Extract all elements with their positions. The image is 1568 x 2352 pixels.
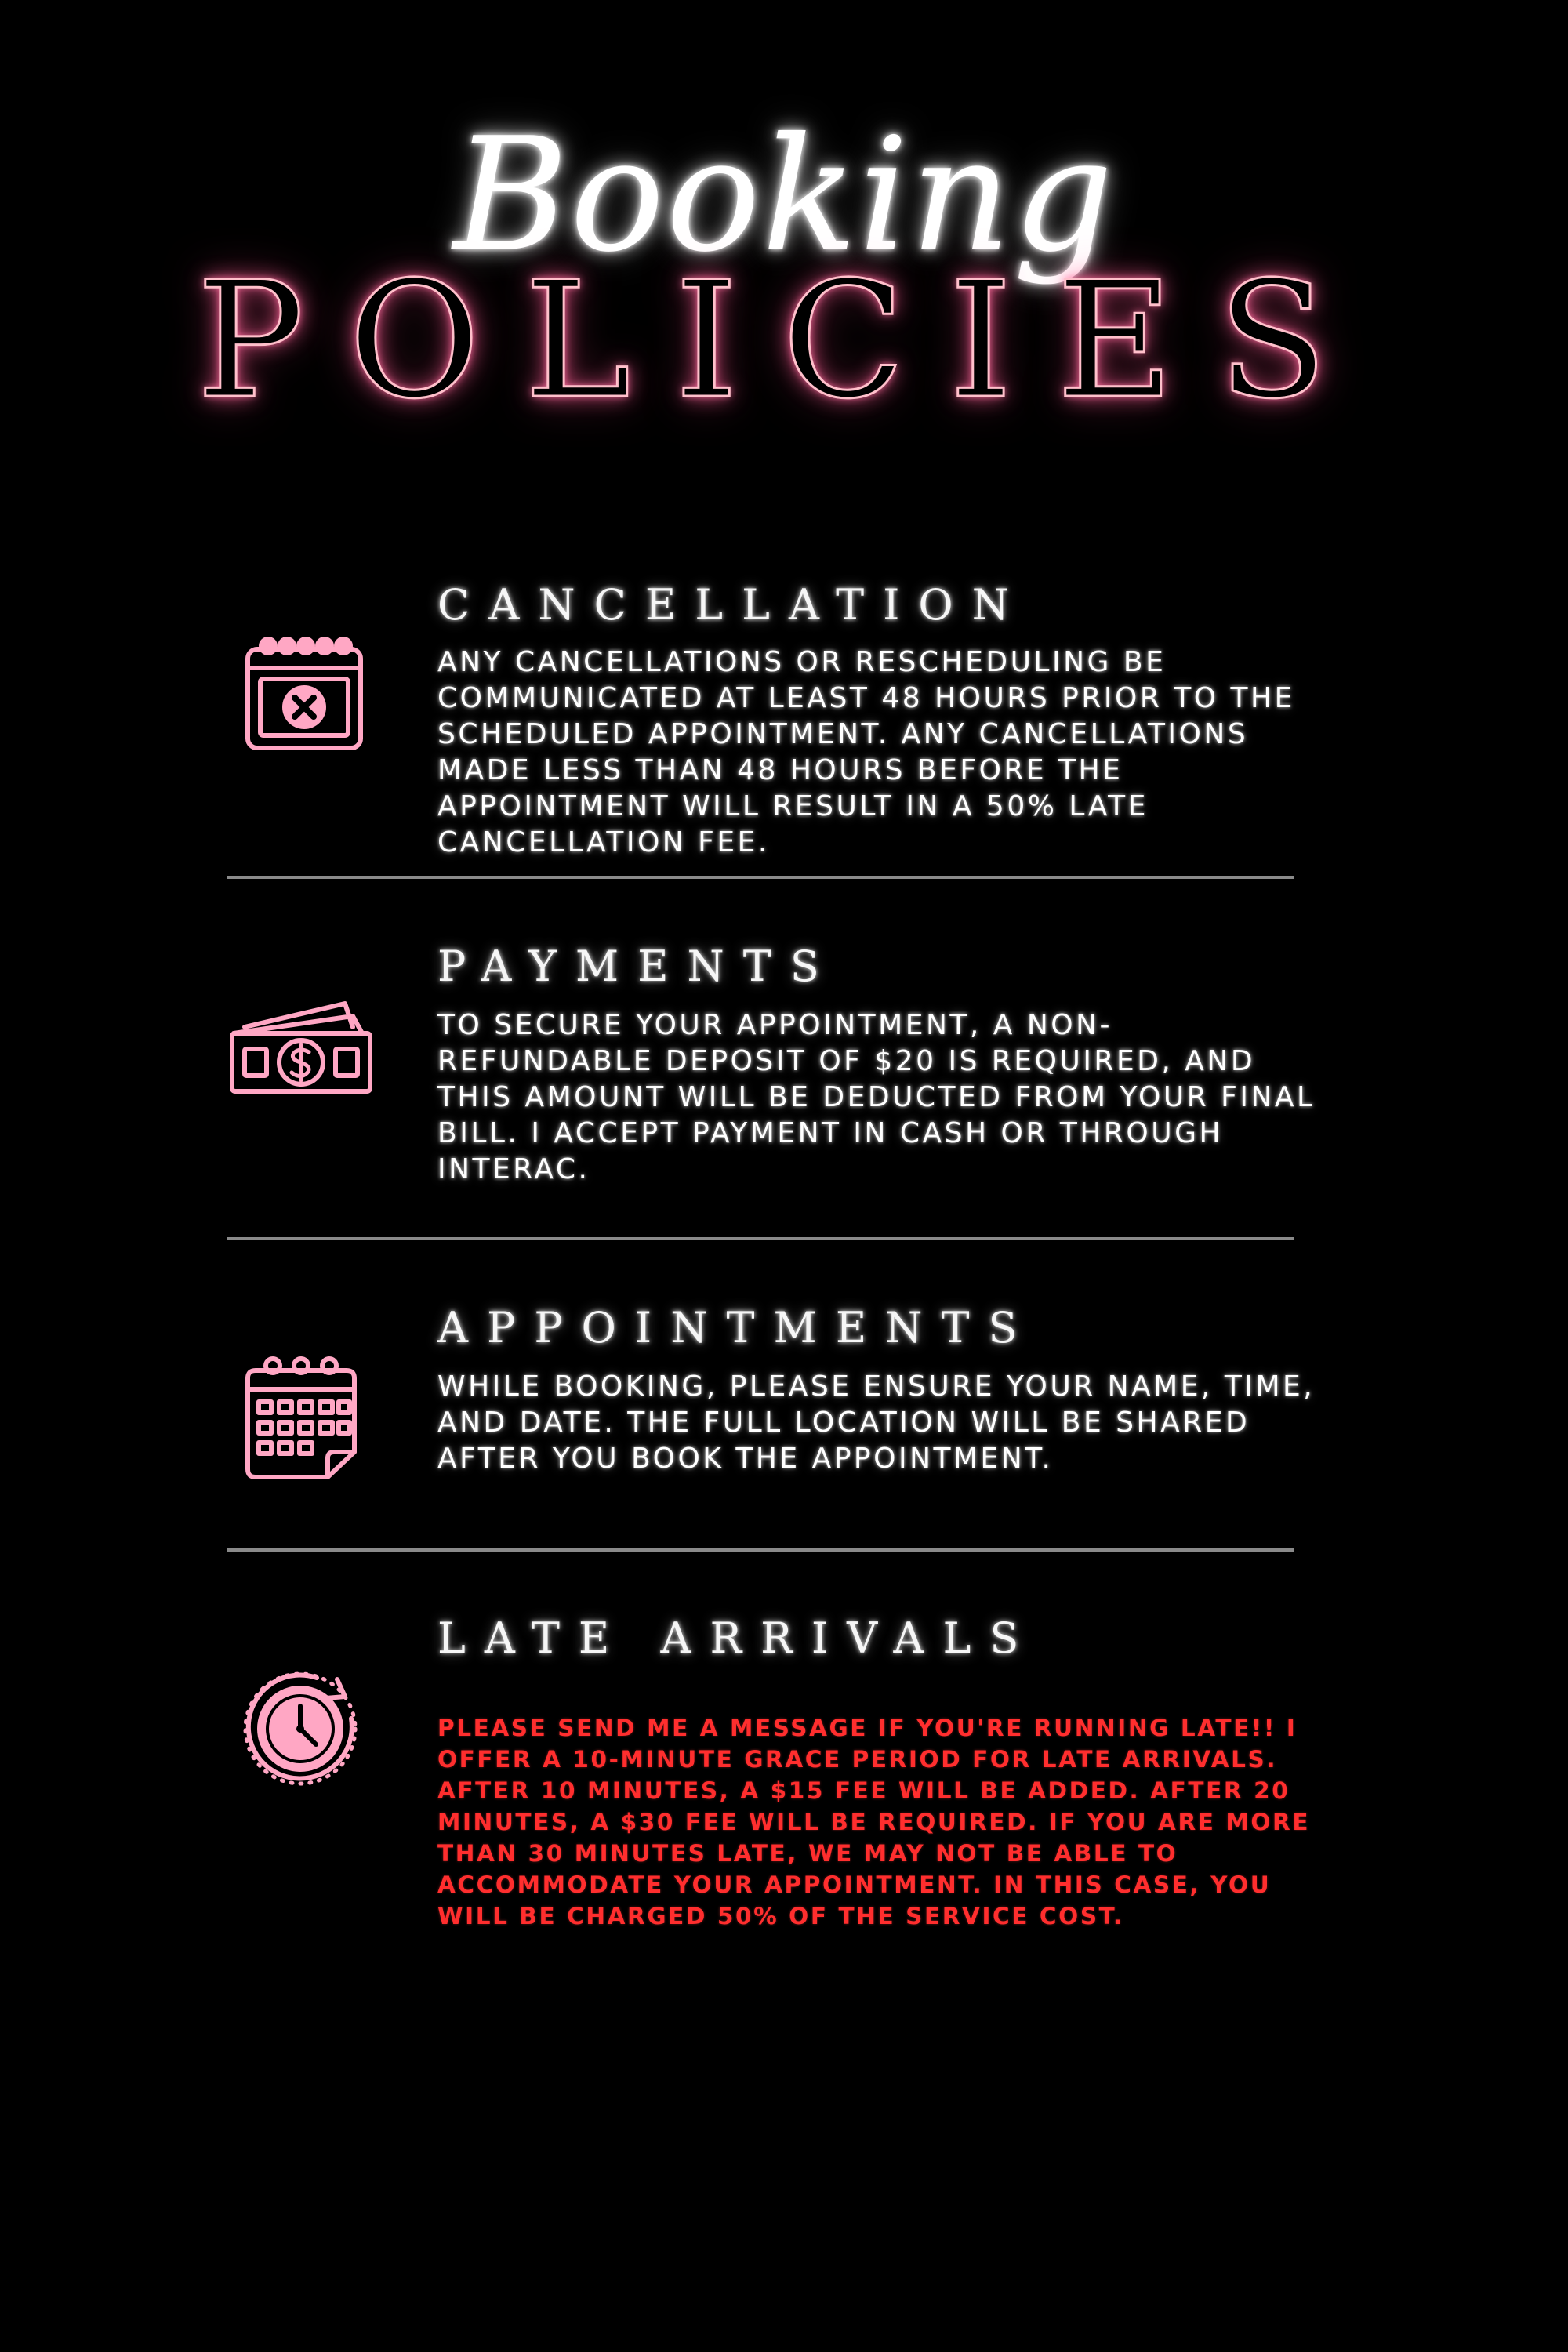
calendar-cancel-icon: [243, 633, 365, 753]
script-title: Booking: [453, 104, 1115, 287]
money-bill-icon: [227, 999, 375, 1098]
appointments-text: WHILE BOOKING, PLEASE ENSURE YOUR NAME, TIME, AND DATE. THE FULL LOCATION WILL BE SHARED AFTER YOU BOOK THE APPOINTMENT.: [437, 1370, 1316, 1475]
appointments-heading: APPOINTMENTS: [437, 1303, 1036, 1352]
clock-icon: [235, 1664, 365, 1794]
page-title: POLICIES: [196, 248, 1372, 434]
divider: [227, 1548, 1294, 1552]
cancellation-heading: CANCELLATION: [437, 580, 1028, 630]
calendar-icon: [243, 1355, 359, 1482]
payments-heading: PAYMENTS: [437, 942, 838, 991]
divider: [227, 876, 1294, 879]
header: [0, 0, 1568, 439]
cancellation-text: ANY CANCELLATIONS OR RESCHEDULING BE COMMUNICATED AT LEAST 48 HOURS PRIOR TO THE SCHEDULED APPOINTMENT. ANY CANCELLATIONS MADE LESS THAN 48 HOURS BEFORE THE APPOINTMENT WILL RESULT IN A 50% LATE CANCELLATION FEE.: [437, 646, 1295, 858]
payments-text: TO SECURE YOUR APPOINTMENT, A NON-REFUNDABLE DEPOSIT OF $20 IS REQUIRED, AND THIS AMOUNT WILL BE DEDUCTED FROM YOUR FINAL BILL. I ACCEPT PAYMENT IN CASH OR THROUGH INTERAC.: [437, 1009, 1316, 1185]
late-arrivals-heading: LATE ARRIVALS: [437, 1613, 1038, 1663]
late-arrivals-text: PLEASE SEND ME A MESSAGE IF YOU'RE RUNNING LATE!! I OFFER A 10-MINUTE GRACE PERIOD FOR LATE ARRIVALS. AFTER 10 MINUTES, A $15 FEE WILL BE ADDED. AFTER 20 MINUTES, A $30 FEE WILL BE REQUIRED. IF YOU ARE MORE THAN 30 MINUTES LATE, WE MAY NOT BE ABLE TO ACCOMMODATE YOUR APPOINTMENT. IN THIS CASE, YOU WILL BE CHARGED 50% OF THE SERVICE COST.: [437, 1715, 1311, 1929]
divider: [227, 1237, 1294, 1240]
